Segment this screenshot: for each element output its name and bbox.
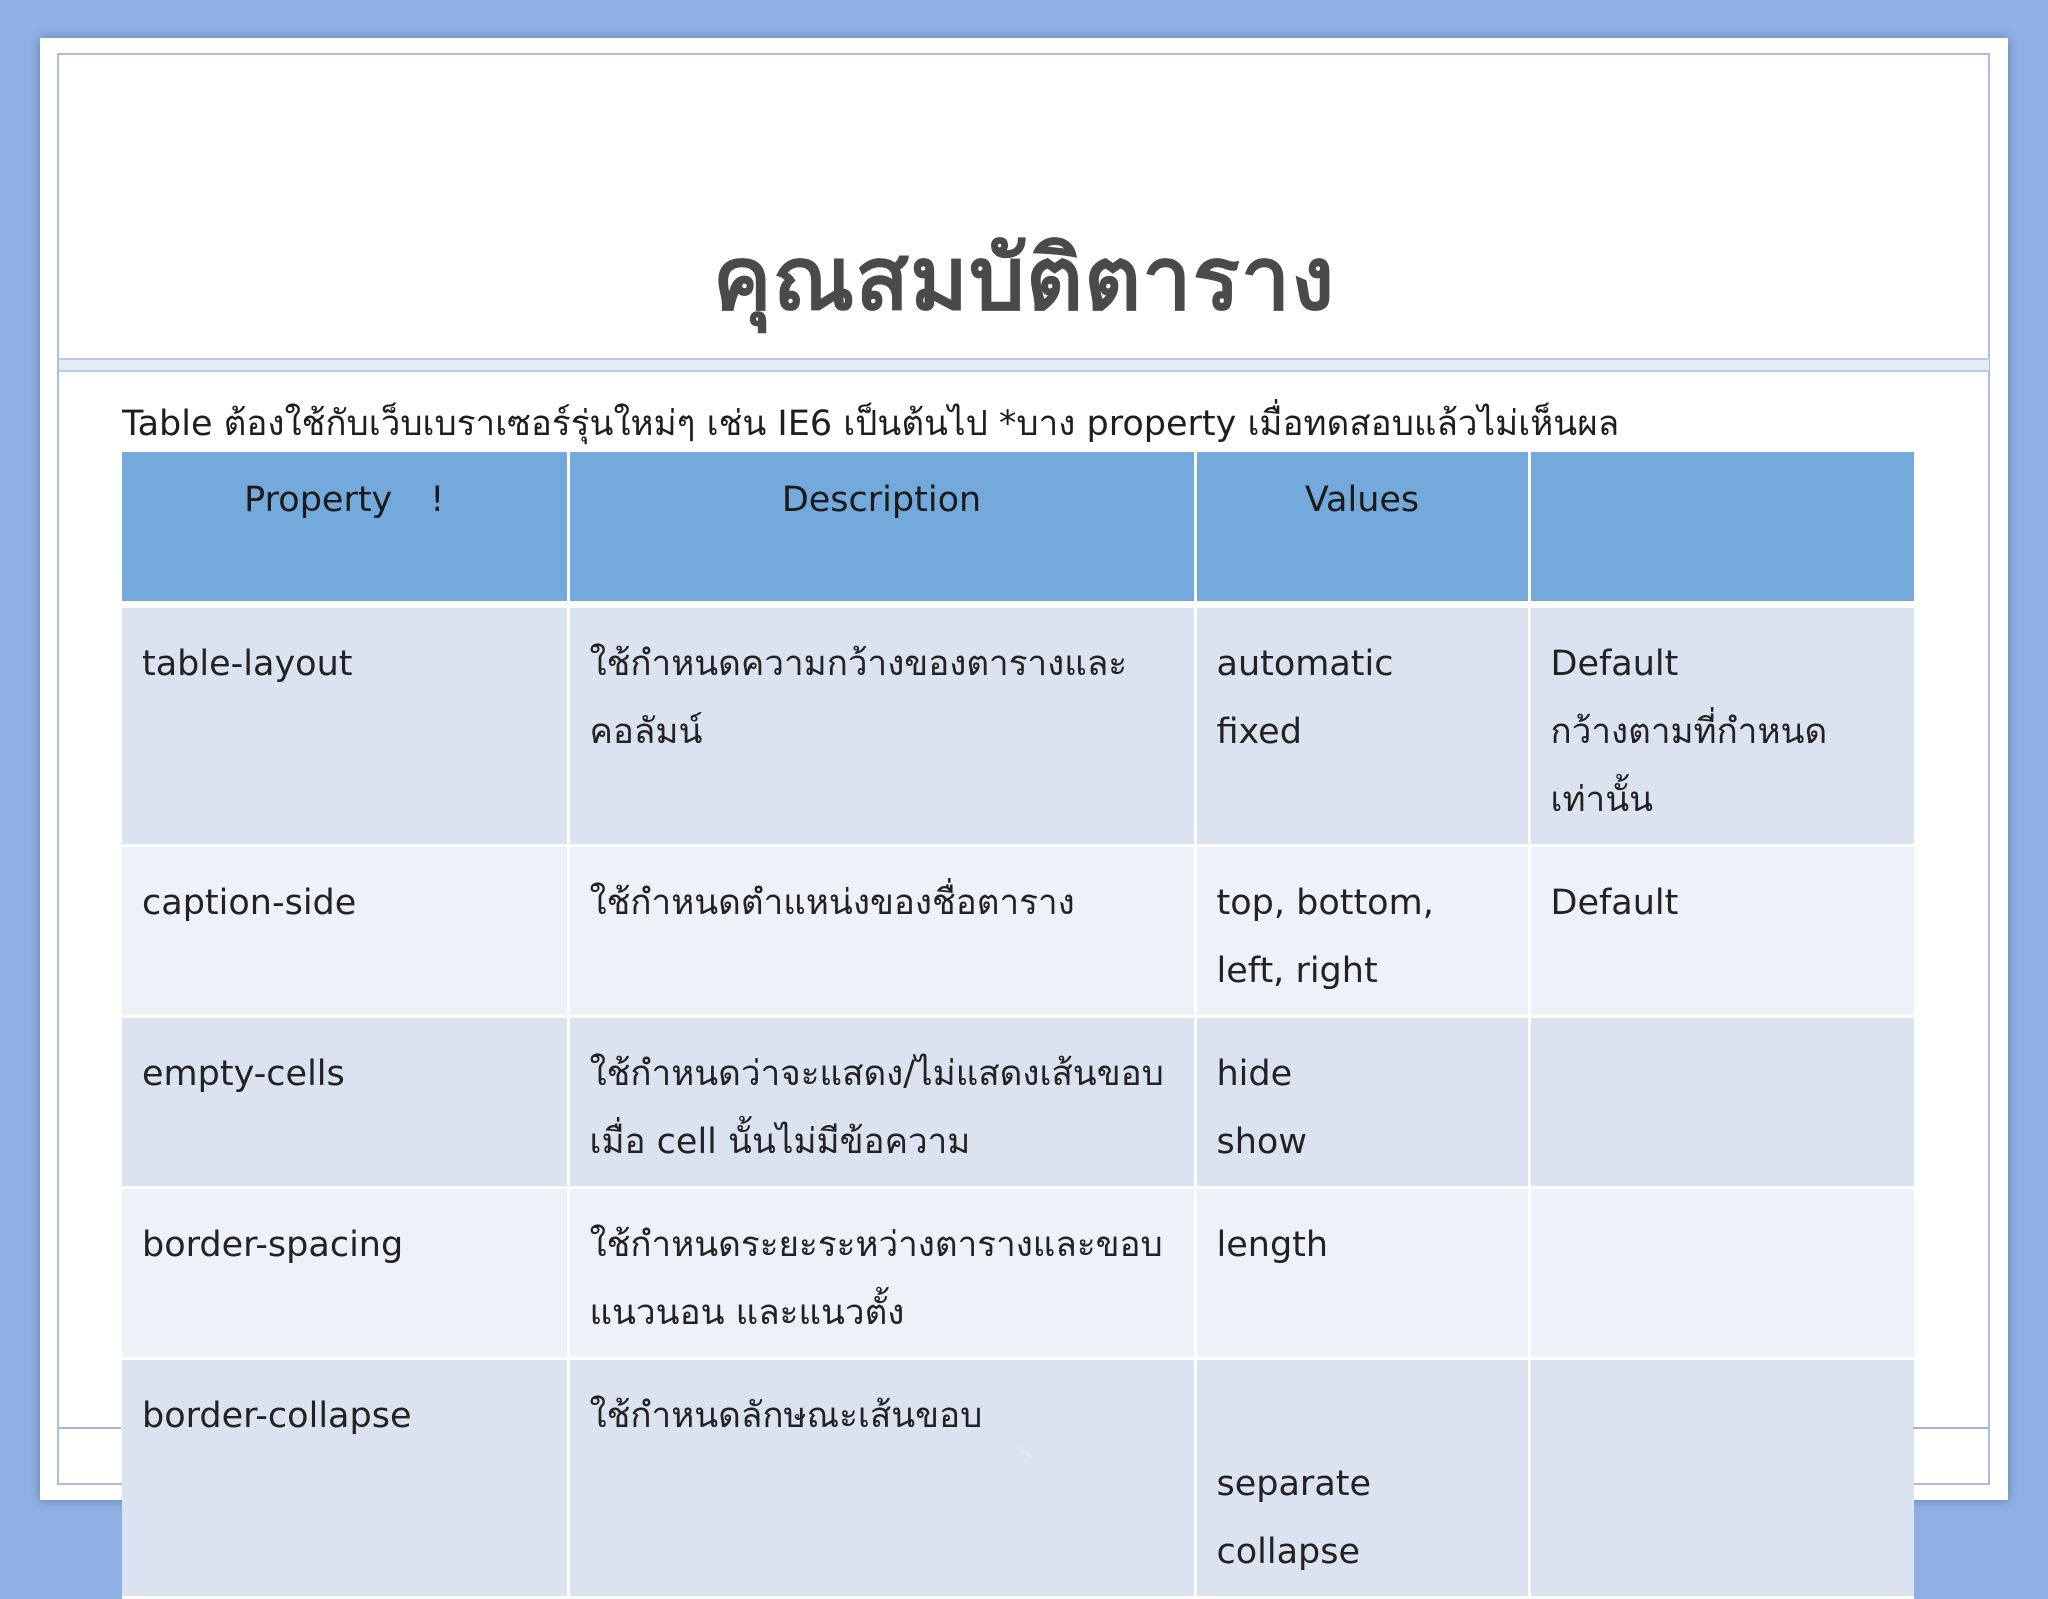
cell-description: ใช้กำหนดความกว้างของตารางและ คอลัมน์ xyxy=(568,604,1195,845)
cell-description: ใช้กำหนดว่าจะแสดง/ไม่แสดงเส้นขอบ เมื่อ cell นั้นไม่มีข้อความ xyxy=(568,1016,1195,1187)
properties-table xyxy=(122,452,1914,1599)
header-description: Description xyxy=(568,452,1195,604)
cell-values: automatic fixed xyxy=(1195,604,1529,845)
cell-note xyxy=(1529,1187,1914,1358)
cell-note xyxy=(1529,1358,1914,1597)
header-extra xyxy=(1529,452,1914,604)
cell-values: separate collapse xyxy=(1195,1358,1529,1597)
title-separator xyxy=(59,358,1989,372)
cell-values: length xyxy=(1195,1187,1529,1358)
cell-note xyxy=(1529,1016,1914,1187)
table-row xyxy=(122,1358,1914,1597)
footer-line-left xyxy=(59,1427,121,1429)
cell-values: hide show xyxy=(1195,1016,1529,1187)
cell-property: caption-side xyxy=(122,845,568,1016)
table-row xyxy=(122,845,1914,1016)
header-property xyxy=(122,452,568,604)
footer-line-right xyxy=(1913,1427,1989,1429)
cell-note: Default กว้างตามที่กำหนด เท่านั้น xyxy=(1529,604,1914,845)
cell-description: ใช้กำหนดตำแหน่งของชื่อตาราง xyxy=(568,845,1195,1016)
header-property-mark: ! xyxy=(430,480,445,520)
cell-property: border-spacing xyxy=(122,1187,568,1358)
table-row xyxy=(122,1016,1914,1187)
intro-text: Table ต้องใช้กับเว็บเบราเซอร์รุ่นใหม่ๆ เช่น IE6 เป็นต้นไป *บาง property เมื่อทดสอบแล้วไม่เห็นผล xyxy=(122,404,1620,444)
header-values: Values xyxy=(1195,452,1529,604)
table-header-row xyxy=(122,452,1914,604)
cell-note: Default xyxy=(1529,845,1914,1016)
table-row xyxy=(122,604,1914,845)
cell-description: ใช้กำหนดระยะระหว่างตารางและขอบ แนวนอน และแนวตั้ง xyxy=(568,1187,1195,1358)
slide xyxy=(40,38,2008,1572)
header-property-label: Property xyxy=(244,480,393,520)
page-number: 5 xyxy=(1018,1443,1032,1468)
cell-property: table-layout xyxy=(122,604,568,845)
cell-property: border-collapse xyxy=(122,1358,568,1597)
cell-values: top, bottom, left, right xyxy=(1195,845,1529,1016)
table-row xyxy=(122,1187,1914,1358)
cell-property: empty-cells xyxy=(122,1016,568,1187)
cell-description: ใช้กำหนดลักษณะเส้นขอบ xyxy=(568,1358,1195,1597)
slide-title: คุณสมบัติตาราง xyxy=(712,227,1336,330)
